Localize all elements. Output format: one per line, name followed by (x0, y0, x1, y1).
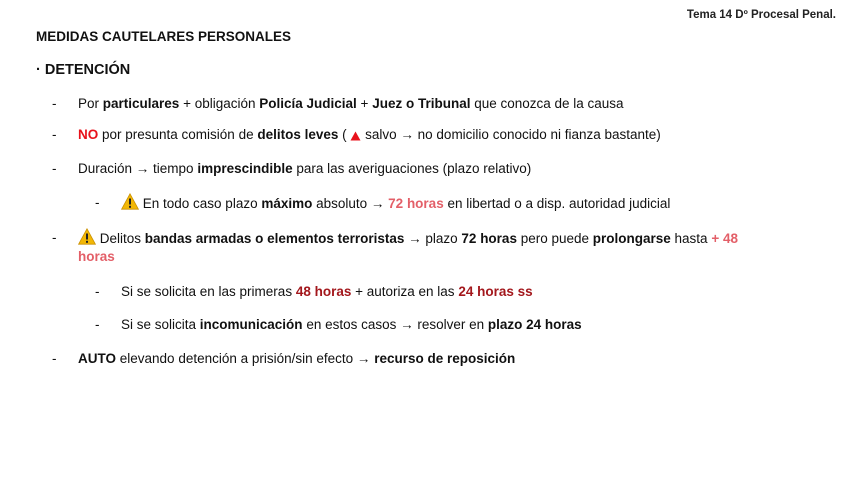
page-title: MEDIDAS CAUTELARES PERSONALES (36, 29, 292, 44)
section-heading: · DETENCIÓN (36, 62, 131, 78)
list-item: AUTO elevando detención a prisión/sin efecto → recurso de reposición (78, 351, 516, 366)
warning-icon (78, 228, 96, 245)
list-item: Si se solicita incomunicación en estos casos → resolver en plazo 24 horas (121, 317, 582, 332)
warning-triangle-icon (350, 131, 361, 141)
list-item: Si se solicita en las primeras 48 horas + autoriza en las 24 horas ss (121, 284, 533, 299)
list-item: En todo caso plazo máximo absoluto → 72 horas en libertad o a disp. autoridad judicial (121, 193, 670, 213)
bullet-dash: - (52, 127, 57, 142)
bullet-dash: - (52, 161, 57, 176)
bullet-dash: - (52, 351, 57, 366)
bullet-dash: - (95, 284, 100, 299)
document-header: Tema 14 Dº Procesal Penal. (686, 9, 836, 21)
list-item-continuation: horas (78, 249, 115, 264)
list-item: Por particulares + obligación Policía Judicial + Juez o Tribunal que conozca de la causa (78, 96, 624, 111)
bullet-dash: - (52, 96, 57, 111)
bullet-dash: - (95, 195, 100, 210)
bullet-dash: - (52, 230, 57, 245)
list-item: Duración → tiempo imprescindible para las averiguaciones (plazo relativo) (78, 161, 532, 176)
bullet-dash: - (95, 317, 100, 332)
warning-icon (121, 193, 139, 210)
list-item: NO por presunta comisión de delitos leves ( salvo → no domicilio conocido ni fianza bastante) (78, 127, 661, 142)
list-item: Delitos bandas armadas o elementos terroristas → plazo 72 horas pero puede prolongarse hasta + 48 (78, 228, 738, 248)
